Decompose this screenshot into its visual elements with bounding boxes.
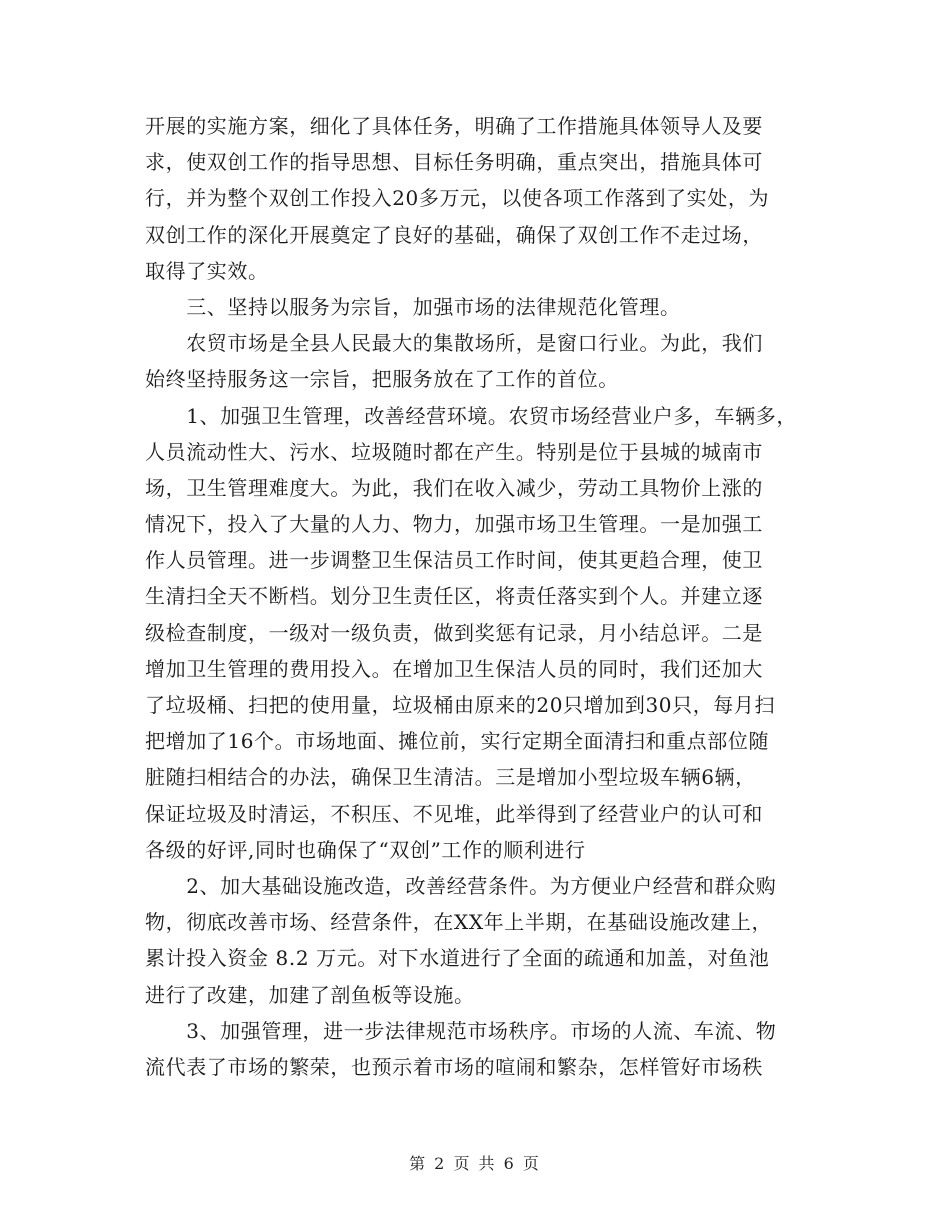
text-line: 作人员管理。进一步调整卫生保洁员工作时间，使其更趋合理，使卫 (145, 548, 763, 573)
text-line: 脏随扫相结合的办法，确保卫生清洁。三是增加小型垃圾车辆6辆， (145, 765, 756, 790)
text-line: 物，彻底改善市场、经营条件，在XX年上半期，在基础设施改建上， (145, 910, 773, 935)
text-line: 三、坚持以服务为宗旨，加强市场的法律规范化管理。 (145, 294, 681, 319)
text-line: 3、加强管理，进一步法律规范市场秩序。市场的人流、车流、物 (145, 1018, 777, 1043)
text-line: 开展的实施方案，细化了具体任务，明确了工作措施具体领导人及要 (145, 114, 763, 138)
text-line: 人员流动性大、污水、垃圾随时都在产生。特别是位于县城的城南市 (145, 439, 763, 464)
text-line: 2、加大基础设施改造，改善经营条件。为方便业户经营和群众购 (145, 873, 777, 898)
text-line: 场，卫生管理难度大。为此，我们在收入减少，劳动工具物价上涨的 (145, 475, 763, 500)
text-line: 累计投入资金 8.2 万元。对下水道进行了全面的疏通和加盖，对鱼池 (145, 946, 770, 971)
text-line: 了垃圾桶、扫把的使用量，垃圾桶由原来的20只增加到30只，每月扫 (145, 693, 776, 717)
text-line: 农贸市场是全县人民最大的集散场所，是窗口行业。为此，我们 (145, 331, 763, 356)
text-line: 双创工作的深化开展奠定了良好的基础，确保了双创工作不走过场， (145, 222, 763, 247)
text-line: 保证垃圾及时清运，不积压、不见堆，此举得到了经营业户的认可和 (145, 801, 763, 826)
text-line: 1、加强卫生管理，改善经营环境。农贸市场经营业户多，车辆多， (145, 403, 797, 428)
text-line: 情况下，投入了大量的人力、物力，加强市场卫生管理。一是加强工 (145, 512, 763, 537)
text-line: 流代表了市场的繁荣，也预示着市场的喧闹和繁杂，怎样管好市场秩 (145, 1054, 763, 1079)
body-text (145, 108, 825, 1085)
page-footer: 第 2 页 共 6 页 (409, 1154, 541, 1173)
text-line: 取得了实效。 (145, 258, 269, 283)
text-line: 行，并为整个双创工作投入20多万元，以使各项工作落到了实处，为 (145, 186, 770, 211)
text-line: 始终坚持服务这一宗旨，把服务放在了工作的首位。 (145, 367, 619, 392)
text-line: 增加卫生管理的费用投入。在增加卫生保洁人员的同时，我们还加大 (145, 656, 763, 681)
text-line: 求，使双创工作的指导思想、目标任务明确，重点突出，措施具体可 (145, 150, 763, 175)
text-line: 级检查制度，一级对一级负责，做到奖惩有记录，月小结总评。二是 (145, 620, 763, 645)
text-line: 各级的好评,同时也确保了“双创”工作的顺利进行 (145, 837, 586, 862)
text-line: 把增加了16个。市场地面、摊位前，实行定期全面清扫和重点部位随 (145, 729, 770, 754)
text-line: 进行了改建，加建了剖鱼板等设施。 (145, 982, 475, 1007)
text-line: 生清扫全天不断档。划分卫生责任区，将责任落实到个人。并建立逐 (145, 584, 763, 609)
